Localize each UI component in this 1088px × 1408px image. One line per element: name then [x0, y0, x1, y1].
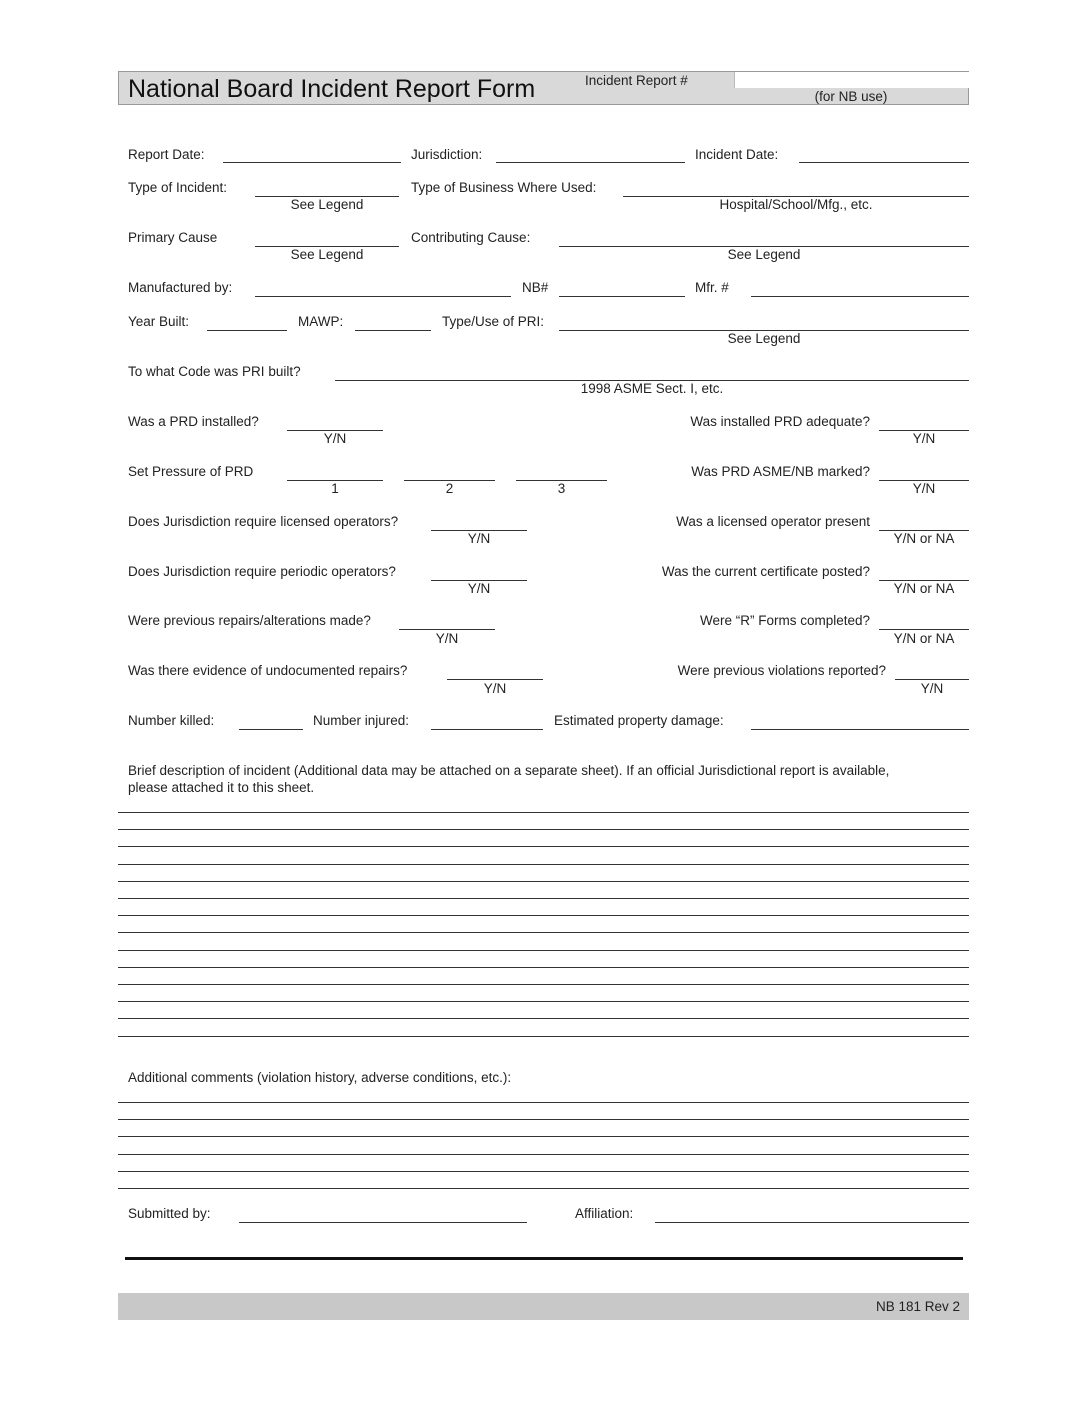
description-line[interactable]: [118, 846, 969, 847]
jurisdiction-field[interactable]: [496, 162, 685, 163]
type-use-pri-hint: See Legend: [727, 331, 801, 346]
description-line[interactable]: [118, 1018, 969, 1019]
page-title: National Board Incident Report Form: [128, 75, 536, 103]
description-line[interactable]: [118, 932, 969, 933]
type-of-incident-hint: See Legend: [290, 197, 364, 212]
nb-number-field[interactable]: [559, 296, 685, 297]
undocumented-label: Was there evidence of undocumented repairs?: [128, 663, 408, 678]
description-line[interactable]: [118, 967, 969, 968]
licensed-present-hint: Y/N or NA: [893, 531, 955, 546]
description-line[interactable]: [118, 1036, 969, 1037]
form-number: NB 181 Rev 2: [875, 1299, 960, 1314]
jurisdiction-label: Jurisdiction:: [411, 147, 483, 162]
cert-posted-hint: Y/N or NA: [893, 581, 955, 596]
comments-line[interactable]: [118, 1188, 969, 1189]
prd-installed-hint: Y/N: [323, 431, 347, 446]
manufactured-by-label: Manufactured by:: [128, 280, 233, 295]
cert-posted-label: Was the current certificate posted?: [661, 564, 870, 579]
type-of-incident-label: Type of Incident:: [128, 180, 228, 195]
comments-line[interactable]: [118, 1154, 969, 1155]
incident-date-label: Incident Date:: [695, 147, 779, 162]
prev-violations-hint: Y/N: [920, 681, 944, 696]
primary-cause-label: Primary Cause: [128, 230, 218, 245]
undocumented-hint: Y/N: [483, 681, 507, 696]
r-forms-label: Were “R” Forms completed?: [699, 613, 870, 628]
r-forms-hint: Y/N or NA: [893, 631, 955, 646]
juris-periodic-label: Does Jurisdiction require periodic operators?: [128, 564, 396, 579]
comments-line[interactable]: [118, 1102, 969, 1103]
licensed-present-label: Was a licensed operator present: [676, 514, 870, 529]
submitted-by-label: Submitted by:: [128, 1206, 211, 1221]
description-line[interactable]: [118, 915, 969, 916]
prev-violations-field[interactable]: [895, 679, 969, 680]
mfr-number-field[interactable]: [751, 296, 969, 297]
description-line[interactable]: [118, 898, 969, 899]
affiliation-label: Affiliation:: [575, 1206, 634, 1221]
r-forms-field[interactable]: [879, 629, 969, 630]
set-pressure-hint-1: 1: [331, 481, 339, 496]
footer-divider: [125, 1257, 963, 1260]
footer-bar: [118, 1293, 969, 1320]
year-built-label: Year Built:: [128, 314, 190, 329]
description-label-line1: Brief description of incident (Additional data may be attached on a separate sheet). If an official Jurisdictional report is available,: [128, 763, 890, 778]
contributing-cause-label: Contributing Cause:: [411, 230, 531, 245]
mawp-field[interactable]: [355, 330, 431, 331]
contributing-cause-hint: See Legend: [727, 247, 801, 262]
report-date-field[interactable]: [223, 162, 401, 163]
description-line[interactable]: [118, 1001, 969, 1002]
undocumented-field[interactable]: [447, 679, 543, 680]
property-damage-field[interactable]: [751, 729, 969, 730]
type-use-pri-label: Type/Use of PRI:: [442, 314, 545, 329]
number-injured-label: Number injured:: [313, 713, 410, 728]
prev-repairs-label: Were previous repairs/alterations made?: [128, 613, 371, 628]
mawp-label: MAWP:: [298, 314, 344, 329]
property-damage-label: Estimated property damage:: [554, 713, 724, 728]
type-of-business-hint: Hospital/School/Mfg., etc.: [719, 197, 873, 212]
mfr-number-label: Mfr. #: [695, 280, 729, 295]
comments-label: Additional comments (violation history, adverse conditions, etc.):: [128, 1070, 512, 1085]
year-built-field[interactable]: [207, 330, 287, 331]
juris-licensed-hint: Y/N: [467, 531, 491, 546]
incident-report-number-label: Incident Report #: [585, 73, 688, 88]
nb-use-note: (for NB use): [814, 89, 888, 104]
comments-line[interactable]: [118, 1171, 969, 1172]
incident-report-number-field[interactable]: [734, 72, 969, 88]
nb-number-label: NB#: [522, 280, 549, 295]
description-line[interactable]: [118, 984, 969, 985]
prd-marked-label: Was PRD ASME/NB marked?: [691, 464, 870, 479]
juris-licensed-label: Does Jurisdiction require licensed operators?: [128, 514, 399, 529]
number-killed-label: Number killed:: [128, 713, 215, 728]
primary-cause-hint: See Legend: [290, 247, 364, 262]
set-pressure-label: Set Pressure of PRD: [128, 464, 254, 479]
incident-date-field[interactable]: [799, 162, 969, 163]
code-built-hint: 1998 ASME Sect. I, etc.: [580, 381, 724, 396]
prd-adequate-hint: Y/N: [912, 431, 936, 446]
number-killed-field[interactable]: [239, 729, 303, 730]
affiliation-field[interactable]: [655, 1222, 969, 1223]
comments-line[interactable]: [118, 1136, 969, 1137]
description-label-line2: please attached it to this sheet.: [128, 780, 315, 795]
comments-line[interactable]: [118, 1119, 969, 1120]
juris-periodic-hint: Y/N: [467, 581, 491, 596]
prd-installed-label: Was a PRD installed?: [128, 414, 259, 429]
set-pressure-hint-2: 2: [445, 481, 454, 496]
prev-repairs-hint: Y/N: [435, 631, 459, 646]
report-date-label: Report Date:: [128, 147, 205, 162]
prd-adequate-label: Was installed PRD adequate?: [690, 414, 870, 429]
manufactured-by-field[interactable]: [255, 296, 511, 297]
submitted-by-field[interactable]: [239, 1222, 527, 1223]
prev-violations-label: Were previous violations reported?: [677, 663, 886, 678]
set-pressure-hint-3: 3: [557, 481, 566, 496]
description-line[interactable]: [118, 881, 969, 882]
description-line[interactable]: [118, 829, 969, 830]
description-line[interactable]: [118, 864, 969, 865]
description-line[interactable]: [118, 812, 969, 813]
number-injured-field[interactable]: [431, 729, 543, 730]
prev-repairs-field[interactable]: [399, 629, 495, 630]
type-of-business-label: Type of Business Where Used:: [411, 180, 597, 195]
prd-marked-hint: Y/N: [912, 481, 936, 496]
code-built-label: To what Code was PRI built?: [128, 364, 301, 379]
description-line[interactable]: [118, 950, 969, 951]
